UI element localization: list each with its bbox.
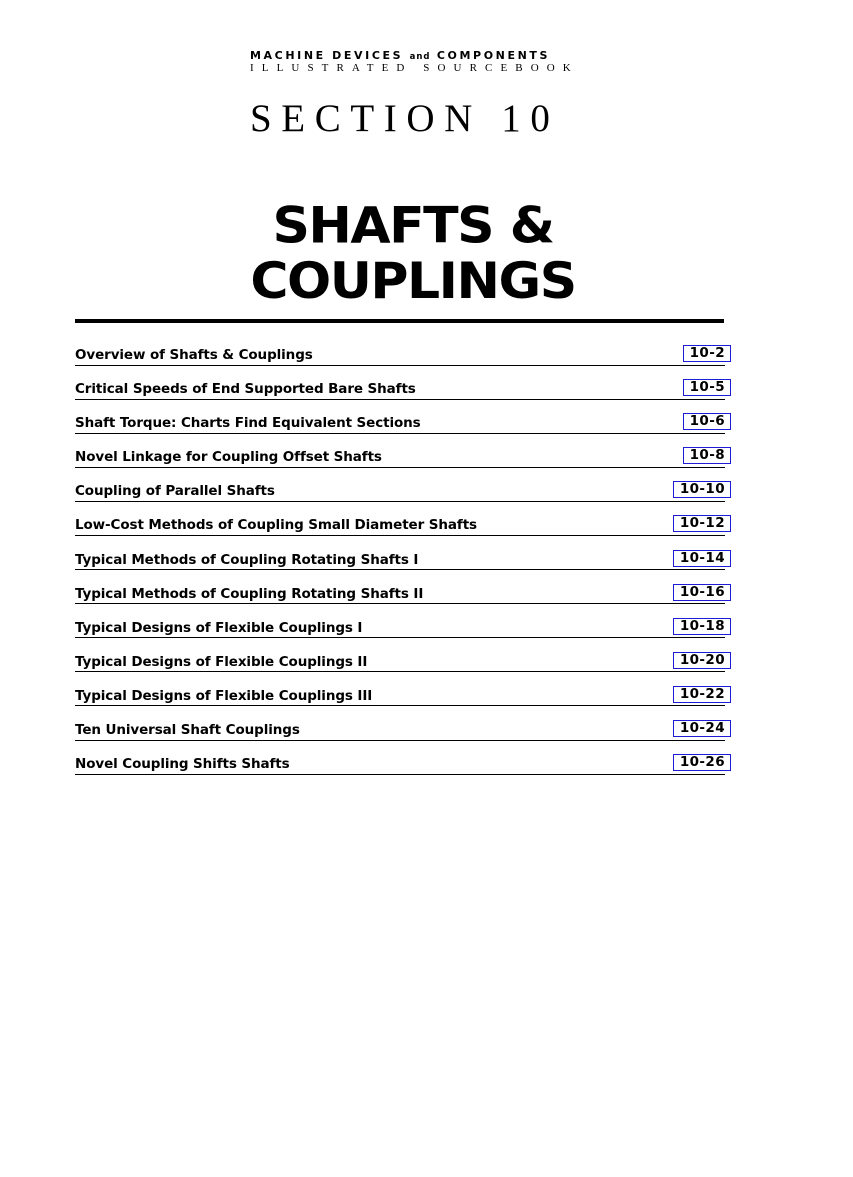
- toc-entry-underline: [75, 365, 725, 366]
- toc-page-link[interactable]: 10-2: [683, 345, 731, 362]
- table-of-contents: [75, 340, 731, 783]
- title-divider: [75, 319, 724, 323]
- toc-entry-underline: [75, 637, 725, 638]
- toc-entry[interactable]: [75, 613, 731, 647]
- toc-page-link[interactable]: 10-20: [673, 652, 731, 669]
- toc-entry[interactable]: [75, 408, 731, 442]
- toc-page-link[interactable]: 10-14: [673, 550, 731, 567]
- toc-entry-title[interactable]: Overview of Shafts & Couplings: [75, 347, 313, 363]
- toc-entry[interactable]: [75, 715, 731, 749]
- toc-entry[interactable]: [75, 749, 731, 783]
- toc-entry-title[interactable]: Typical Methods of Coupling Rotating Shafts II: [75, 585, 424, 602]
- toc-entry-title[interactable]: Novel Coupling Shifts Shafts: [75, 756, 290, 773]
- toc-page-link[interactable]: 10-22: [673, 686, 731, 703]
- toc-entry[interactable]: [75, 374, 731, 408]
- toc-entry-underline: [75, 399, 725, 400]
- toc-page-link[interactable]: 10-12: [673, 515, 731, 532]
- toc-entry-title[interactable]: Coupling of Parallel Shafts: [75, 483, 275, 500]
- toc-entry[interactable]: [75, 442, 731, 476]
- toc-page-link[interactable]: 10-26: [673, 754, 731, 771]
- series-title-and: and: [409, 52, 431, 62]
- toc-page-link[interactable]: 10-5: [683, 379, 731, 396]
- toc-page-link[interactable]: 10-6: [683, 413, 731, 430]
- toc-page-link[interactable]: 10-10: [673, 481, 731, 498]
- chapter-title-line-2: COUPLINGS: [250, 253, 576, 311]
- toc-entry-title[interactable]: Typical Methods of Coupling Rotating Shafts I: [75, 551, 419, 568]
- toc-entry-title[interactable]: Typical Designs of Flexible Couplings I: [75, 619, 363, 636]
- toc-entry[interactable]: [75, 647, 731, 681]
- toc-entry-underline: [75, 603, 725, 604]
- toc-entry[interactable]: [75, 681, 731, 715]
- toc-page-link[interactable]: 10-8: [683, 447, 731, 464]
- toc-entry-underline: [75, 535, 725, 536]
- toc-entry[interactable]: [75, 579, 731, 613]
- toc-entry-title[interactable]: Ten Universal Shaft Couplings: [75, 722, 300, 739]
- toc-entry-underline: [75, 740, 725, 741]
- toc-entry-underline: [75, 705, 725, 706]
- toc-entry-underline: [75, 501, 725, 502]
- chapter-title-line-1: SHAFTS &: [272, 197, 554, 255]
- toc-entry-underline: [75, 569, 725, 570]
- toc-entry-underline: [75, 433, 725, 434]
- series-title-part-1: MACHINE DEVICES: [250, 49, 410, 62]
- toc-entry-underline: [75, 774, 725, 775]
- toc-page-link[interactable]: 10-18: [673, 618, 731, 635]
- toc-entry-title[interactable]: Novel Linkage for Coupling Offset Shafts: [75, 449, 382, 466]
- toc-page-link[interactable]: 10-16: [673, 584, 731, 601]
- toc-entry-title[interactable]: Low-Cost Methods of Coupling Small Diameter Shafts: [75, 517, 477, 534]
- toc-entry-underline: [75, 467, 725, 468]
- section-label: SECTION 10: [250, 97, 560, 140]
- toc-entry-underline: [75, 671, 725, 672]
- book-series-subtitle: ILLUSTRATED SOURCEBOOK: [250, 62, 579, 74]
- toc-entry-title[interactable]: Critical Speeds of End Supported Bare Shafts: [75, 381, 416, 398]
- toc-entry[interactable]: [75, 340, 731, 374]
- toc-entry[interactable]: [75, 510, 731, 544]
- toc-entry[interactable]: [75, 476, 731, 510]
- chapter-title: [200, 198, 626, 309]
- toc-entry-title[interactable]: Typical Designs of Flexible Couplings III: [75, 687, 373, 704]
- toc-entry-title[interactable]: Typical Designs of Flexible Couplings II: [75, 653, 368, 670]
- toc-entry-title[interactable]: Shaft Torque: Charts Find Equivalent Sections: [75, 415, 421, 432]
- toc-entry[interactable]: [75, 545, 731, 579]
- series-title-part-2: COMPONENTS: [430, 49, 551, 62]
- toc-page-link[interactable]: 10-24: [673, 720, 731, 737]
